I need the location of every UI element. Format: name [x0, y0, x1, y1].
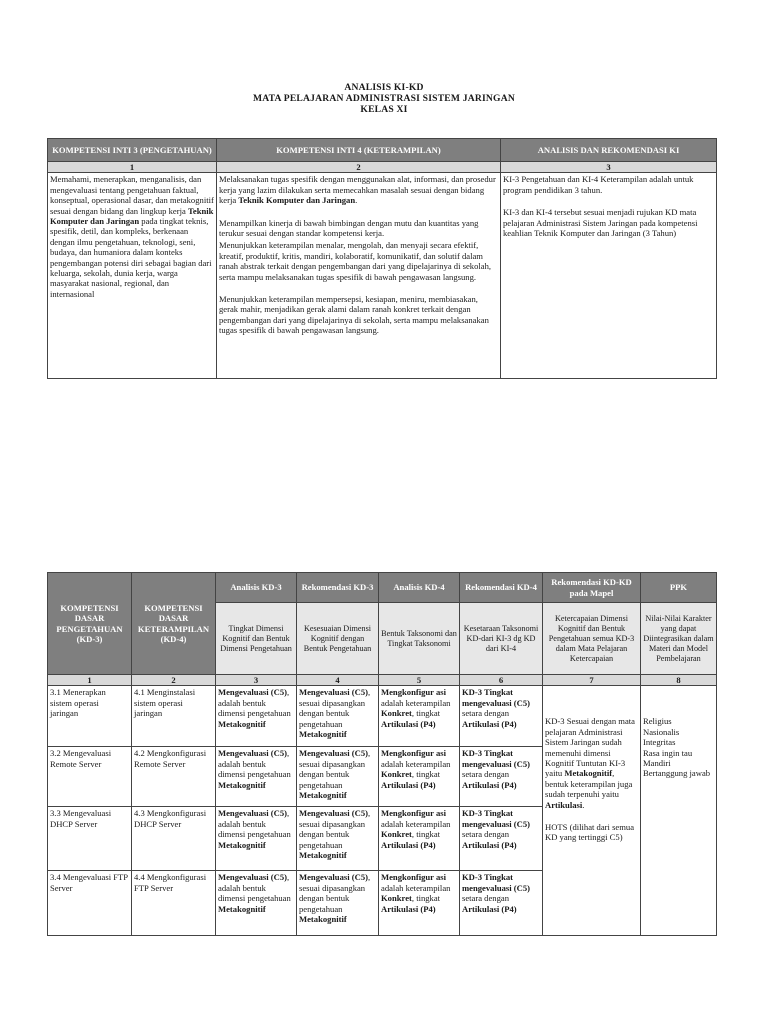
- subheader: Nilai-Nilai Karakter yang dapat Diintegrasikan dalam Materi dan Model Pembelajaran: [641, 603, 717, 675]
- col-number: 7: [543, 675, 641, 686]
- col-number: 3: [501, 162, 717, 173]
- analisis-kd4-cell: Mengkonfigur asi adalah keterampilan Konkret, tingkat Artikulasi (P4): [379, 807, 460, 871]
- analisis-header: ANALISIS DAN REKOMENDASI KI: [501, 139, 717, 162]
- ki4-paragraph: Menunjukkan keterampilan mempersepsi, kesiapan, meniru, membiasakan, gerak mahir, menjadikan gerak alami dalam ranah konkret terkait dengan pengembangan dari yang dipelajarinya di sekolah, serta mampu melaksanakan tugas spesifik di bawah pengawasan langsung.: [219, 294, 489, 336]
- col-number: 4: [297, 675, 379, 686]
- rekomendasi-mapel-header: Rekomendasi KD-KD pada Mapel: [543, 573, 641, 603]
- subheader: Bentuk Taksonomi dan Tingkat Taksonomi: [379, 603, 460, 675]
- subheader: Kesetaraan Taksonomi KD-dari KI-3 dg KD dari KI-4: [460, 603, 543, 675]
- col-number: 1: [48, 675, 132, 686]
- doc-subtitle: MATA PELAJARAN ADMINISTRASI SISTEM JARINGAN: [253, 93, 515, 104]
- kd4-header: KOMPETENSI DASAR KETERAMPILAN (KD-4): [132, 573, 216, 675]
- analisis-kd4-cell: Mengkonfigur asi adalah keterampilan Konkret, tingkat Artikulasi (P4): [379, 747, 460, 807]
- kd3-cell: 3.4 Mengevaluasi FTP Server: [48, 871, 132, 936]
- col-number: 8: [641, 675, 717, 686]
- kd4-cell: 4.2 Mengkonfigurasi Remote Server: [132, 747, 216, 807]
- ki-analysis-table: [47, 138, 717, 379]
- ppk-values: Religius Nasionalis Integritas Rasa ingin tau Mandiri Bertanggung jawab: [643, 716, 711, 779]
- kd-analysis-table: [47, 572, 717, 936]
- col-number: 5: [379, 675, 460, 686]
- analisis-paragraph: KI-3 dan KI-4 tersebut sesuai menjadi rujukan KD mata pelajaran Administrasi Sistem Jaringan pada kompetensi keahlian Teknik Komputer dan Jaringan (3 Tahun): [503, 207, 698, 239]
- doc-title: ANALISIS KI-KD: [344, 82, 424, 93]
- rekomendasi-kd3-cell: Mengevaluasi (C5), sesuai dipasangkan dengan bentuk pengetahuan Metakognitif: [297, 871, 379, 936]
- rekomendasi-kd4-cell: KD-3 Tingkat mengevaluasi (C5) setara dengan Artikulasi (P4): [460, 871, 543, 936]
- ki3-content: Memahami, menerapkan, menganalisis, dan mengevaluasi tentang pengetahuan faktual, konseptual, operasional dasar, dan metakognitif sesuai dengan bidang dan lingkup kerja Teknik Komputer dan Jaringan pada tingkat teknis, spesifik, detil, dan kompleks, berkenaan dengan ilmu pengetahuan, teknologi, seni, budaya, dan humaniora dalam konteks pengembangan potensi diri sebagai bagian dari keluarga, sekolah, dunia kerja, warga masyarakat nasional, regional, dan internasional: [48, 173, 217, 379]
- subheader: Ketercapaian Dimensi Kognitif dan Bentuk Pengetahuan semua KD-3 dalam Mata Pelajaran Ketercapaian: [543, 603, 641, 675]
- rekomendasi-kd3-cell: Mengevaluasi (C5), sesuai dipasangkan dengan bentuk pengetahuan Metakognitif: [297, 686, 379, 747]
- ki4-paragraph: Menampilkan kinerja di bawah bimbingan dengan mutu dan kuantitas yang terukur sesuai dengan standar kompetensi kerja.: [219, 217, 479, 239]
- ki4-paragraph: Menunjukkan keterampilan menalar, mengolah, dan menyaji secara efektif, kreatif, produktif, kritis, mandiri, kolaboratif, komunikatif, dan solutif dalam ranah abstrak terkait dengan pengembangan dari yang dipelajarinya di sekolah, serta mampu melaksanakan tugas spesifik di bawah pengawasan langsung.: [219, 240, 492, 282]
- col-number: 2: [132, 675, 216, 686]
- analisis-kd3-cell: Mengevaluasi (C5), adalah bentuk dimensi pengetahuan Metakognitif: [216, 807, 297, 871]
- rekomendasi-kd3-cell: Mengevaluasi (C5), sesuai dipasangkan dengan bentuk pengetahuan Metakognitif: [297, 747, 379, 807]
- ppk-cell: [641, 686, 717, 936]
- col-number: 6: [460, 675, 543, 686]
- analisis-kd3-cell: Mengevaluasi (C5), adalah bentuk dimensi pengetahuan Metakognitif: [216, 747, 297, 807]
- rekomendasi-kd4-cell: KD-3 Tingkat mengevaluasi (C5) setara dengan Artikulasi (P4): [460, 686, 543, 747]
- kd4-cell: 4.1 Menginstalasi sistem operasi jaringan: [132, 686, 216, 747]
- analisis-kd4-header: Analisis KD-4: [379, 573, 460, 603]
- analisis-paragraph: KI-3 Pengetahuan dan KI-4 Keterampilan adalah untuk program pendidikan 3 tahun.: [503, 174, 694, 195]
- kd3-cell: 3.1 Menerapkan sistem operasi jaringan: [48, 686, 132, 747]
- ki4-content: Melaksanakan tugas spesifik dengan menggunakan alat, informasi, dan prosedur kerja yang lazim dilakukan serta memecahkan masalah sesuai dengan bidang kerja Teknik Komputer dan Jaringan. Menampilkan kinerja di bawah bimbingan dengan mutu dan kuantitas yang terukur sesuai dengan standar kompetensi kerja. Menunjukkan keterampilan menalar, mengolah, dan menyaji secara efektif, kreatif, produktif, kritis, mandiri, kolaboratif, komunikatif, dan solutif dalam ranah abstrak terkait dengan pengembangan dari yang dipelajarinya di sekolah, serta mampu melaksanakan tugas spesifik di bawah pengawasan langsung. Menunjukkan keterampilan mempersepsi, kesiapan, meniru, membiasakan, gerak mahir, menjadikan gerak alami dalam ranah konkret terkait dengan pengembangan dari yang dipelajarinya di sekolah, serta mampu melaksanakan tugas spesifik di bawah pengawasan langsung.: [217, 173, 501, 379]
- ki3-header: KOMPETENSI INTI 3 (PENGETAHUAN): [48, 139, 217, 162]
- rekomendasi-kd3-cell: Mengevaluasi (C5), sesuai dipasangkan dengan bentuk pengetahuan Metakognitif: [297, 807, 379, 871]
- ki4-header: KOMPETENSI INTI 4 (KETERAMPILAN): [217, 139, 501, 162]
- rekomendasi-kd3-header: Rekomendasi KD-3: [297, 573, 379, 603]
- analisis-kd4-cell: Mengkonfigur asi adalah keterampilan Konkret, tingkat Artikulasi (P4): [379, 686, 460, 747]
- rekomendasi-mapel-cell: KD-3 Sesuai dengan mata pelajaran Administrasi Sistem Jaringan sudah memenuhi dimensi Kognitif Tuntutan KI-3 yaitu Metakognitif, bentuk keterampilan juga sudah terpenuhi yaitu Artikulasi. HOTS (dilihat dari semua KD yang tertinggi C5): [543, 686, 641, 936]
- col-number: 1: [48, 162, 217, 173]
- kd3-header: KOMPETENSI DASAR PENGETAHUAN (KD-3): [48, 573, 132, 675]
- rekomendasi-kd4-header: Rekomendasi KD-4: [460, 573, 543, 603]
- kd3-cell: 3.3 Mengevaluasi DHCP Server: [48, 807, 132, 871]
- col-number: 2: [217, 162, 501, 173]
- ppk-header: PPK: [641, 573, 717, 603]
- subheader: Tingkat Dimensi Kognitif dan Bentuk Dimensi Pengetahuan: [216, 603, 297, 675]
- kd4-cell: 4.4 Mengkonfigurasi FTP Server: [132, 871, 216, 936]
- table-row: [48, 686, 717, 747]
- rekomendasi-kd4-cell: KD-3 Tingkat mengevaluasi (C5) setara dengan Artikulasi (P4): [460, 807, 543, 871]
- rekomendasi-kd4-cell: KD-3 Tingkat mengevaluasi (C5) setara dengan Artikulasi (P4): [460, 747, 543, 807]
- analisis-kd4-cell: Mengkonfigur asi adalah keterampilan Konkret, tingkat Artikulasi (P4): [379, 871, 460, 936]
- analisis-kd3-header: Analisis KD-3: [216, 573, 297, 603]
- analisis-kd3-cell: Mengevaluasi (C5), adalah bentuk dimensi pengetahuan Metakognitif: [216, 686, 297, 747]
- kd3-cell: 3.2 Mengevaluasi Remote Server: [48, 747, 132, 807]
- analisis-content: [501, 173, 717, 379]
- hots-note: HOTS (dilihat dari semua KD yang tertinggi C5): [545, 822, 635, 843]
- subheader: Kesesuaian Dimensi Kognitif dengan Bentuk Pengetahuan: [297, 603, 379, 675]
- col-number: 3: [216, 675, 297, 686]
- doc-class: KELAS XI: [360, 104, 408, 115]
- kd4-cell: 4.3 Mengkonfigurasi DHCP Server: [132, 807, 216, 871]
- analisis-kd3-cell: Mengevaluasi (C5), adalah bentuk dimensi pengetahuan Metakognitif: [216, 871, 297, 936]
